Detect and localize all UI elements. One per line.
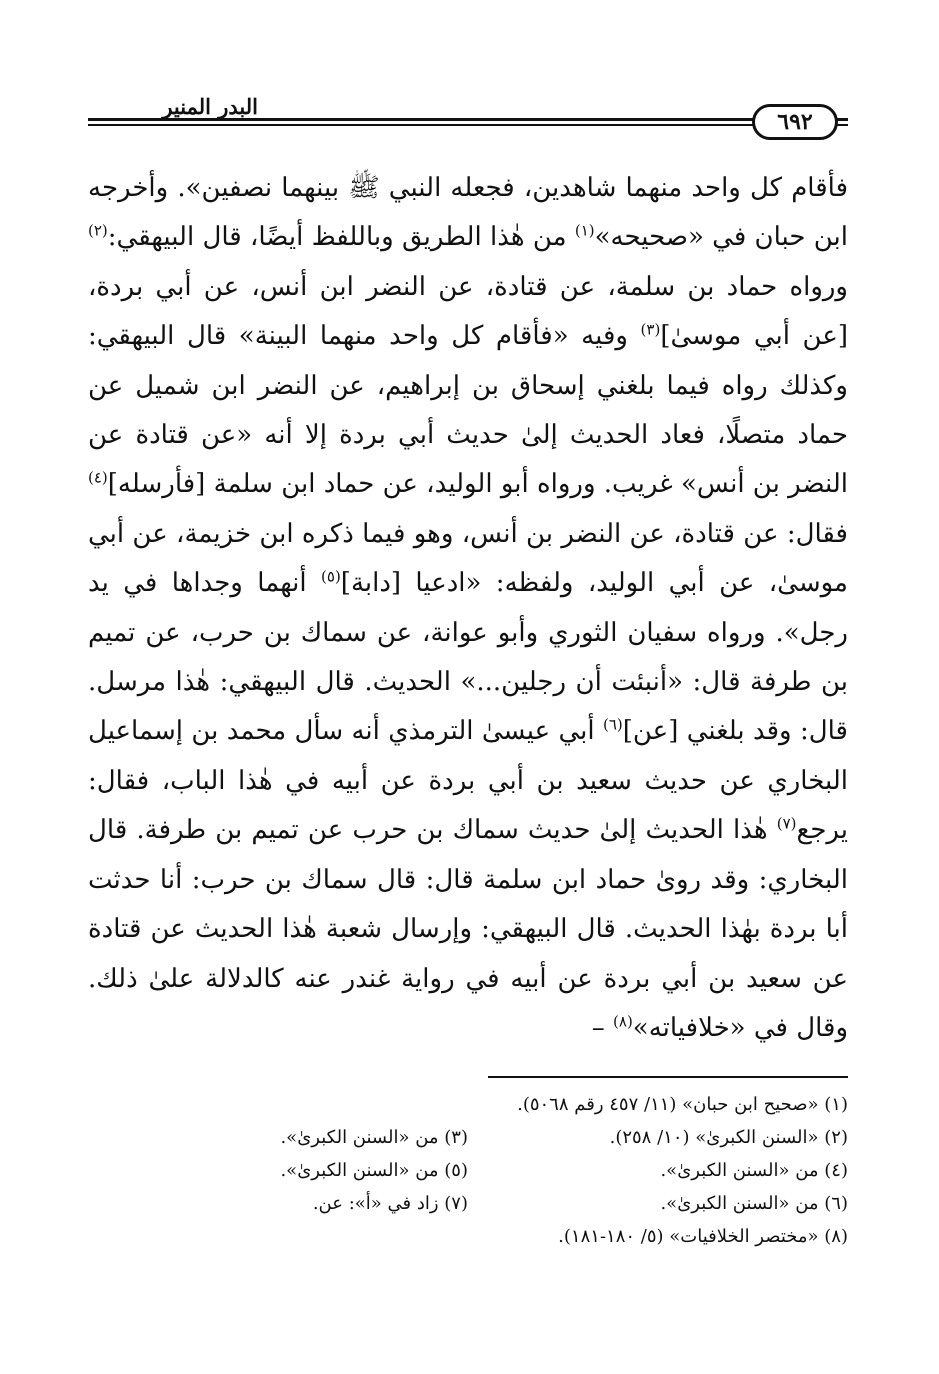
footnote-separator (488, 1076, 848, 1078)
footnote-ref-6: (٦) (602, 715, 623, 734)
text-segment: أبي عيسىٰ الترمذي أنه سأل محمد بن إسماعيل البخاري عن حديث سعيد بن أبي بردة عن أبيه في هٰذا الباب، فقال: يرجع (88, 716, 848, 846)
text-segment: فأقام كل واحد منهما شاهدين، فجعله النبي ﷺ بينهما نصفين». وأخرجه ابن حبان في «صحيحه» (88, 173, 848, 253)
text-segment: هٰذا الحديث إلىٰ حديث سماك بن حرب عن تميم بن طرفة. قال البخاري: وقد روىٰ حماد ابن سلمة قال: قال سماك بن حرب: أنا حدثت أبا بردة بهٰذا الحديث. قال البيهقي: وإرسال شعبة هٰذا الحديث عن قتادة عن سعيد بن أبي بردة عن أبيه في رواية غندر عنه كالدلالة علىٰ ذلك. وقال في «خلافياته» (88, 815, 848, 1043)
main-paragraph (88, 164, 848, 1053)
text-segment: فقال: عن قتادة، عن النضر بن أنس، وهو فيما ذكره ابن خزيمة، عن أبي موسىٰ، عن أبي الوليد، ولفظه: «ادعيا [دابة] (88, 518, 848, 599)
footnote-row (88, 1121, 848, 1154)
text-segment: من هٰذا الطريق وباللفظ أيضًا، قال البيهقي: (107, 222, 575, 253)
footnote-ref-2: (٢) (88, 221, 108, 240)
footnote-1: (١) «صحيح ابن حبان» (١١/ ٤٥٧ رقم ٥٠٦٨). (517, 1094, 848, 1115)
footnote-8: (٨) «مختصر الخلافيات» (٥/ ١٨٠-١٨١). (558, 1226, 848, 1247)
book-page (88, 88, 848, 1338)
footnote-3: (٣) من «السنن الكبرىٰ». (280, 1127, 468, 1148)
footnote-4: (٤) من «السنن الكبرىٰ». (660, 1160, 848, 1181)
footnote-row (88, 1154, 848, 1187)
footnote-ref-1: (١) (574, 221, 595, 240)
footnote-ref-4: (٤) (88, 468, 108, 487)
footnote-ref-8: (٨) (613, 1012, 633, 1031)
footnote-7: (٧) زاد في «أ»: عن. (312, 1193, 468, 1214)
footnote-row (88, 1187, 848, 1220)
footnotes (88, 1088, 848, 1253)
footnote-row (88, 1220, 848, 1253)
text-segment: ورواه حماد بن سلمة، عن قتادة، عن النضر ابن أنس، عن أبي بردة، [عن أبي موسىٰ] (88, 271, 848, 352)
text-segment: أنهما وجداها في يد رجل». ورواه سفيان الثوري وأبو عوانة، عن سماك بن حرب، عن تميم بن طرفة قال: «أنبئت أن رجلين...» الحديث. قال البيهقي: هٰذا مرسل. قال: وقد بلغني [عن] (88, 568, 848, 747)
page-header (88, 88, 848, 144)
footnote-ref-3: (٣) (640, 320, 661, 339)
footnote-5: (٥) من «السنن الكبرىٰ». (280, 1160, 468, 1181)
header-rule-bottom (88, 124, 848, 126)
footnote-row (88, 1088, 848, 1121)
footnote-ref-5: (٥) (321, 567, 341, 586)
running-title: البدر المنير (162, 94, 258, 119)
text-segment: – (591, 1012, 614, 1043)
footnote-2: (٢) «السنن الكبرىٰ» (١٠/ ٢٥٨). (609, 1127, 848, 1148)
footnote-6: (٦) من «السنن الكبرىٰ». (660, 1193, 848, 1214)
page-number: ٦٩٢ (752, 104, 838, 140)
footnote-ref-7: (٧) (776, 814, 797, 833)
main-text (88, 164, 848, 1053)
text-segment: وفيه «فأقام كل واحد منهما البينة» قال البيهقي: وكذلك رواه فيما بلغني إسحاق بن إبراهيم، عن النضر ابن شميل عن حماد متصلًا، فعاد الحديث إلىٰ حديث أبي بردة إلا أنه «عن قتادة عن النضر بن أنس» غريب. ورواه أبو الوليد، عن حماد ابن سلمة [فأرسله] (88, 321, 848, 500)
